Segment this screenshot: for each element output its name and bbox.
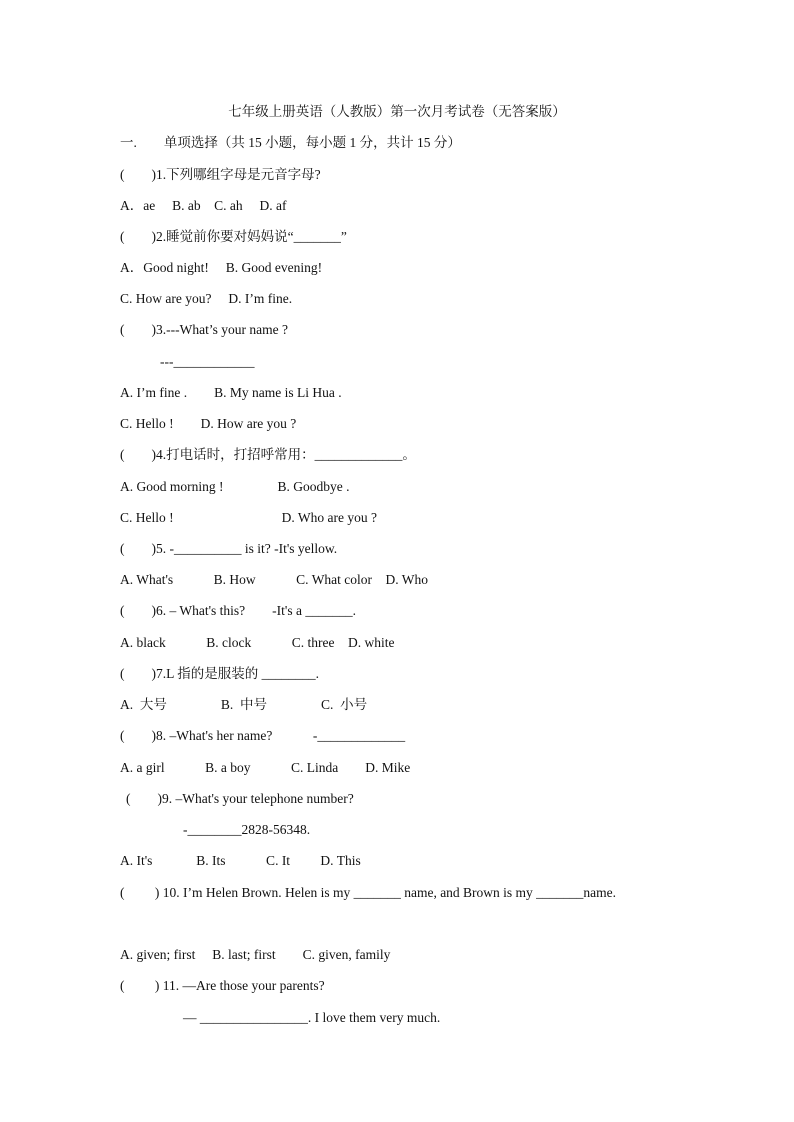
question-6-options: A. black B. clock C. three D. white [120,635,395,650]
question-3-reply: ---____________ [160,354,255,369]
question-8-options: A. a girl B. a boy C. Linda D. Mike [120,760,411,775]
question-6: ( )6. – What's this? -It's a _______. [120,603,356,618]
question-10-options: A. given; first B. last; first C. given, family [120,947,391,962]
question-8: ( )8. –What's her name? -_____________ [120,728,406,743]
question-7-options: A. 大号 B. 中号 C. 小号 [120,697,368,712]
question-5-options: A. What's B. How C. What color D. Who [120,572,429,587]
question-11-reply: — ________________. I love them very much. [183,1010,441,1025]
question-1: ( )1.下列哪组字母是元音字母? [120,167,321,182]
question-2-options-cd: C. How are you? D. I’m fine. [120,291,293,306]
question-4: ( )4.打电话时，打招呼常用：_____________。 [120,447,416,462]
page-title: 七年级上册英语（人教版）第一次月考试卷（无答案版） [228,104,566,119]
question-4-options-cd: C. Hello ! D. Who are you ? [120,510,377,525]
question-9: ( )9. –What's your telephone number? [126,791,354,806]
question-1-options: A．ae B. ab C. ah D. af [120,198,287,213]
question-4-options-ab: A. Good morning ! B. Goodbye . [120,479,350,494]
question-9-reply: -________2828-56348. [183,822,311,837]
question-10: ( ) 10. I’m Helen Brown. Helen is my _______ name, and Brown is my _______name. [120,885,617,900]
question-11: ( ) 11. —Are those your parents? [120,978,325,993]
question-2-options-ab: A．Good night! B. Good evening! [120,260,323,275]
question-3: ( )3.---What’s your name ? [120,322,288,337]
question-2: ( )2.睡觉前你要对妈妈说“_______” [120,229,347,244]
question-9-options: A. It's B. Its C. It D. This [120,853,361,868]
question-5: ( )5. -__________ is it? -It's yellow. [120,541,338,556]
question-7: ( )7.L 指的是服装的 ________. [120,666,319,681]
question-3-options-ab: A. I’m fine . B. My name is Li Hua . [120,385,342,400]
section-heading: 一. 单项选择（共 15 小题，每小题 1 分，共计 15 分） [120,135,461,150]
question-3-options-cd: C. Hello ! D. How are you ? [120,416,297,431]
